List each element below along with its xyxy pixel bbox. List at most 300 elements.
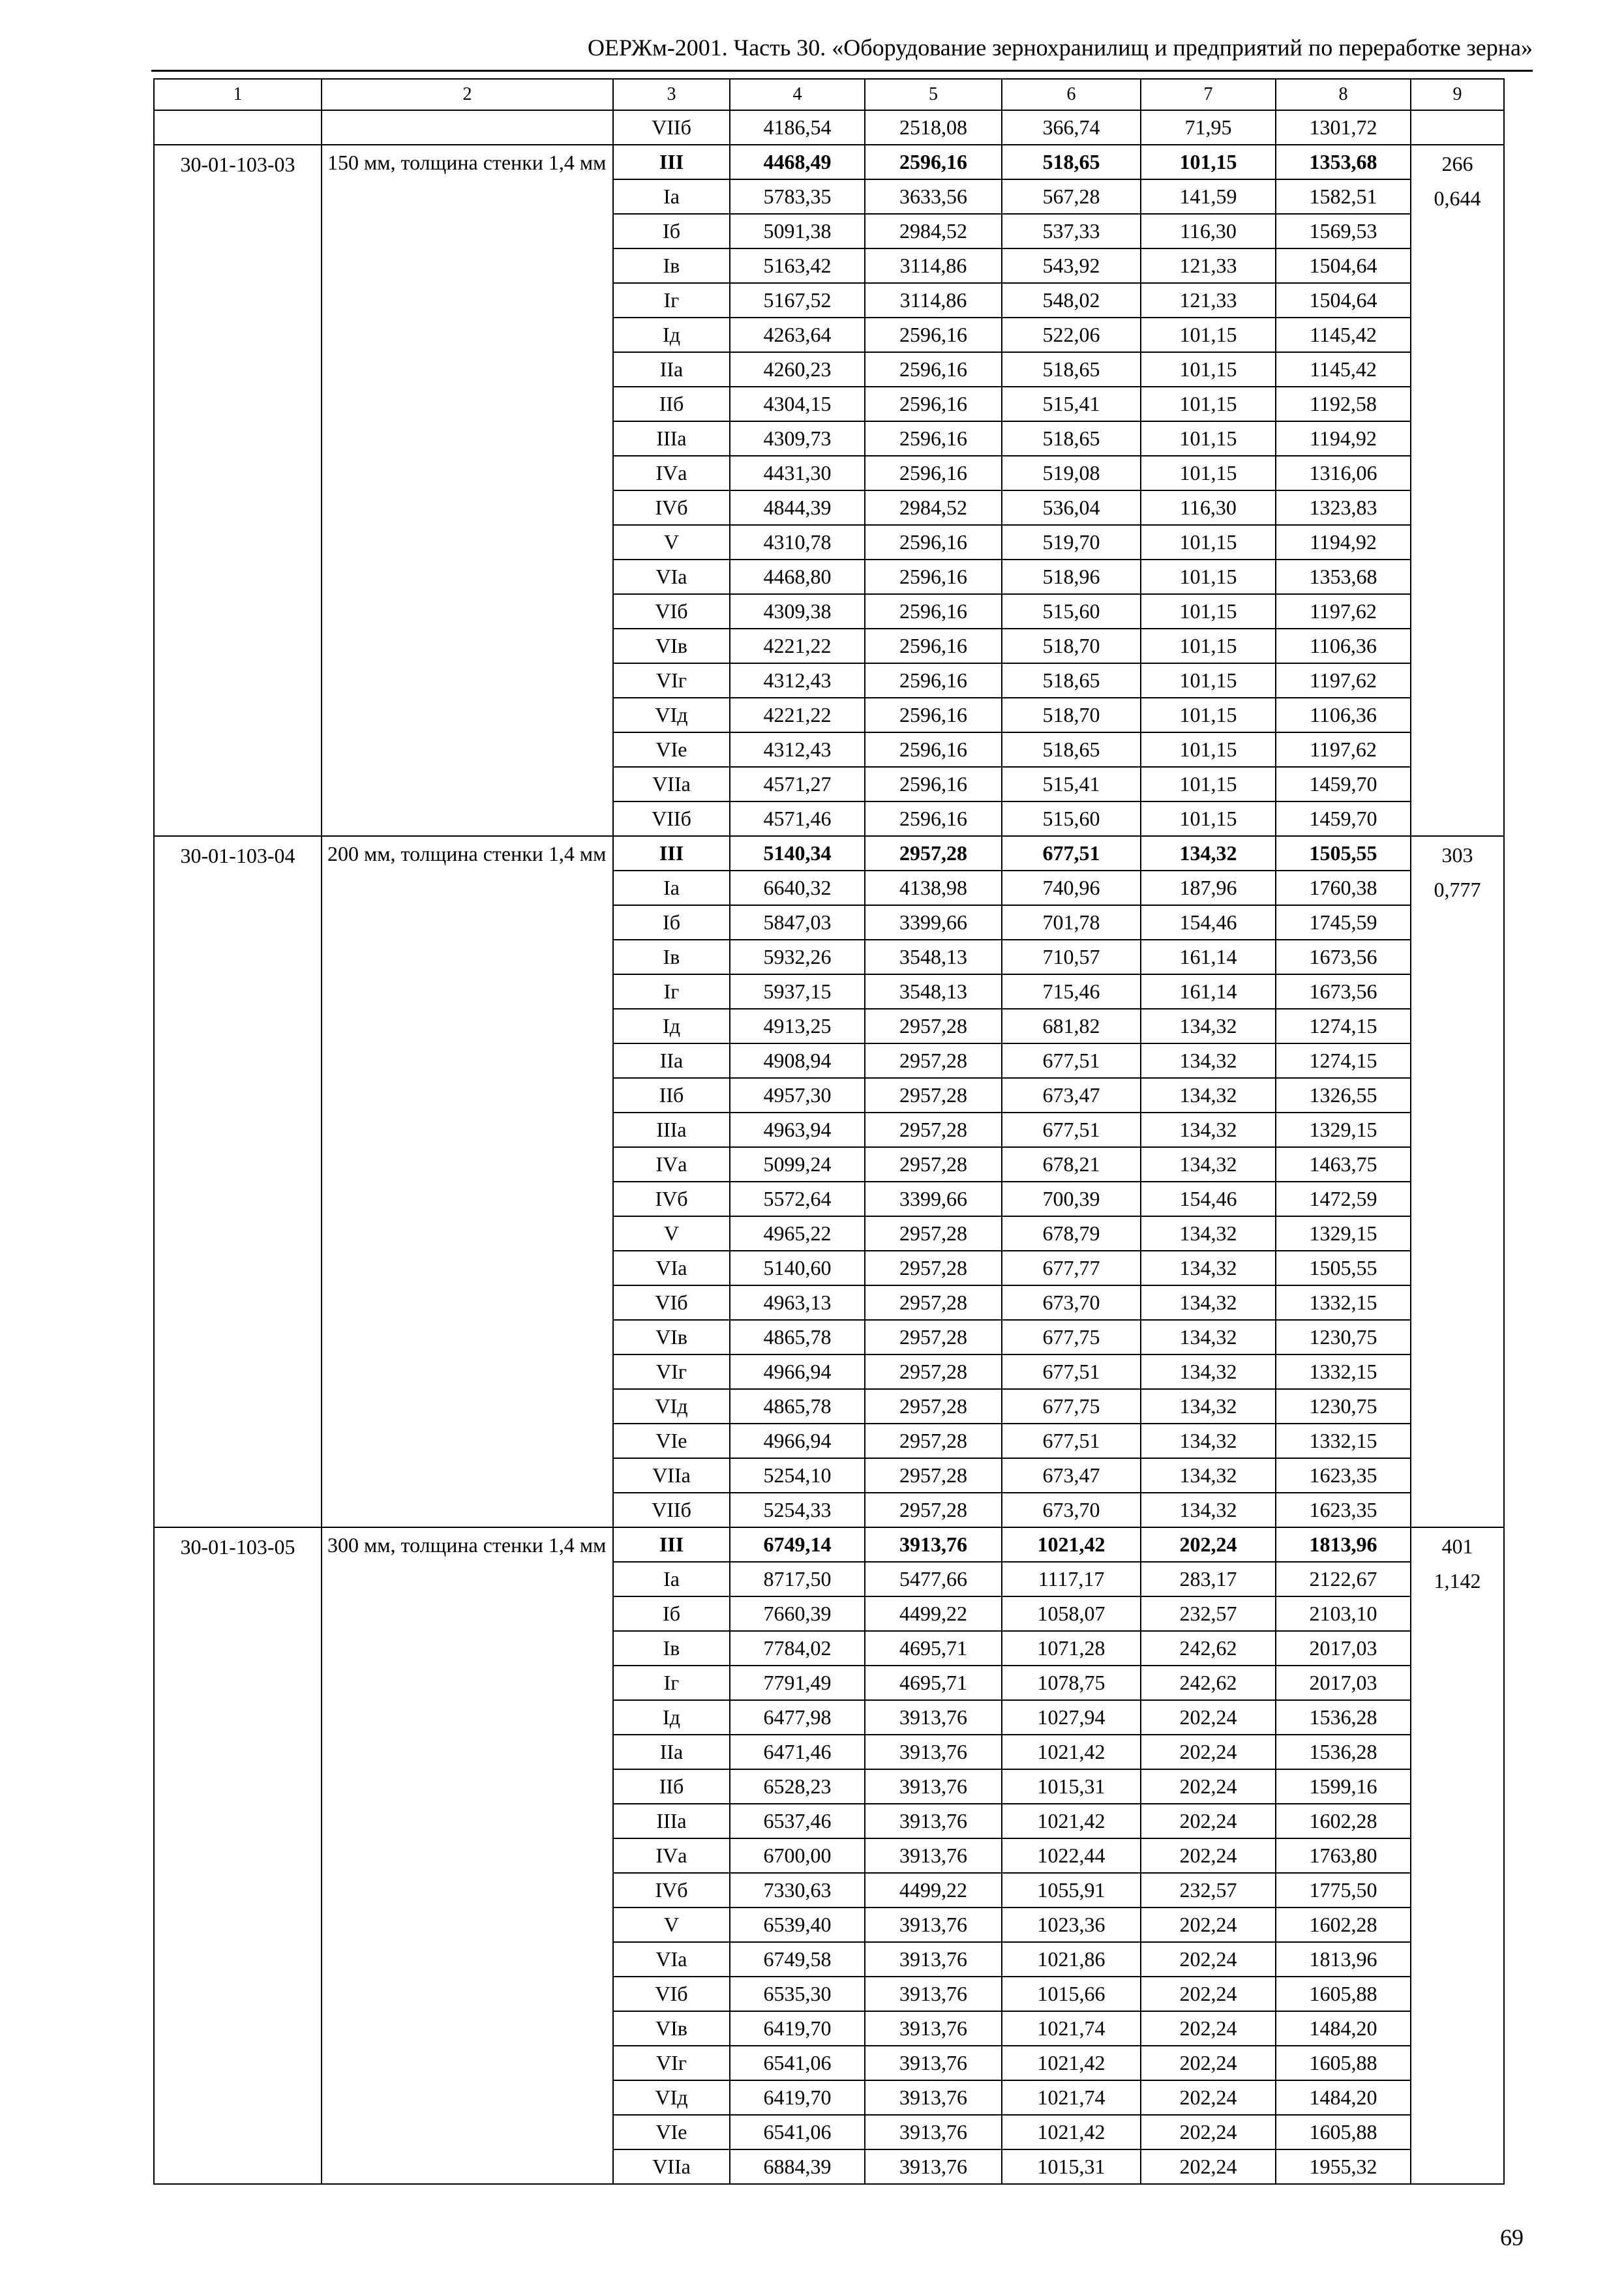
class-cell: IIб <box>613 387 730 421</box>
value-cell: 101,15 <box>1141 698 1276 732</box>
class-cell: VIб <box>613 594 730 629</box>
value-cell: 1274,15 <box>1276 1043 1411 1078</box>
value-cell: 1194,92 <box>1276 421 1411 456</box>
class-cell: IIIа <box>613 1113 730 1147</box>
col9-cell <box>1411 110 1504 145</box>
page-number: 69 <box>1500 2224 1524 2251</box>
value-cell: 4304,15 <box>730 387 865 421</box>
value-cell: 101,15 <box>1141 525 1276 560</box>
class-cell: Iб <box>613 214 730 248</box>
value-cell: 518,65 <box>1002 145 1141 179</box>
value-cell: 134,32 <box>1141 1285 1276 1320</box>
value-cell: 1192,58 <box>1276 387 1411 421</box>
value-cell: 1745,59 <box>1276 905 1411 940</box>
value-cell: 366,74 <box>1002 110 1141 145</box>
value-cell: 71,95 <box>1141 110 1276 145</box>
value-cell: 5937,15 <box>730 974 865 1009</box>
value-cell: 2596,16 <box>865 421 1002 456</box>
value-cell: 3399,66 <box>865 1182 1002 1216</box>
value-cell: 1021,42 <box>1002 1804 1141 1838</box>
value-cell: 7660,39 <box>730 1596 865 1631</box>
value-cell: 202,24 <box>1141 1908 1276 1942</box>
value-cell: 134,32 <box>1141 1424 1276 1458</box>
value-cell: 1015,66 <box>1002 1977 1141 2011</box>
value-cell: 101,15 <box>1141 456 1276 490</box>
value-cell: 518,70 <box>1002 629 1141 663</box>
value-cell: 3913,76 <box>865 2115 1002 2149</box>
value-cell: 3913,76 <box>865 1527 1002 1562</box>
value-cell: 5167,52 <box>730 283 865 318</box>
value-cell: 121,33 <box>1141 248 1276 283</box>
value-cell: 202,24 <box>1141 1700 1276 1735</box>
value-cell: 1106,36 <box>1276 629 1411 663</box>
class-cell: VIIа <box>613 2149 730 2184</box>
value-cell: 681,82 <box>1002 1009 1141 1043</box>
value-cell: 2596,16 <box>865 801 1002 836</box>
value-cell: 1484,20 <box>1276 2011 1411 2046</box>
value-cell: 202,24 <box>1141 2080 1276 2115</box>
value-cell: 2596,16 <box>865 352 1002 387</box>
class-cell: Iв <box>613 248 730 283</box>
value-cell: 3913,76 <box>865 1838 1002 1873</box>
value-cell: 1332,15 <box>1276 1285 1411 1320</box>
value-cell: 202,24 <box>1141 1527 1276 1562</box>
value-cell: 515,41 <box>1002 387 1141 421</box>
value-cell: 518,65 <box>1002 732 1141 767</box>
value-cell: 101,15 <box>1141 732 1276 767</box>
name-cell: 200 мм, толщина стенки 1,4 мм <box>322 836 613 1527</box>
value-cell: 1301,72 <box>1276 110 1411 145</box>
value-cell: 4913,25 <box>730 1009 865 1043</box>
value-cell: 5783,35 <box>730 179 865 214</box>
class-cell: VIг <box>613 2046 730 2080</box>
value-cell: 134,32 <box>1141 1113 1276 1147</box>
value-cell: 4263,64 <box>730 318 865 352</box>
class-cell: Iд <box>613 1009 730 1043</box>
code-cell: 30-01-103-03 <box>154 145 322 836</box>
value-cell: 4310,78 <box>730 525 865 560</box>
value-cell: 6528,23 <box>730 1769 865 1804</box>
value-cell: 6700,00 <box>730 1838 865 1873</box>
value-cell: 2596,16 <box>865 560 1002 594</box>
value-cell: 1021,42 <box>1002 2046 1141 2080</box>
class-cell: IIб <box>613 1078 730 1113</box>
value-cell: 1197,62 <box>1276 732 1411 767</box>
value-cell: 1022,44 <box>1002 1838 1141 1873</box>
value-cell: 515,60 <box>1002 594 1141 629</box>
value-cell: 1145,42 <box>1276 318 1411 352</box>
value-cell: 202,24 <box>1141 1735 1276 1769</box>
value-cell: 2957,28 <box>865 1216 1002 1251</box>
value-cell: 2957,28 <box>865 1009 1002 1043</box>
value-cell: 1605,88 <box>1276 2046 1411 2080</box>
value-cell: 8717,50 <box>730 1562 865 1596</box>
page-header: ОЕРЖм-2001. Часть 30. «Оборудование зернохранилищ и предприятий по переработке зерна» <box>588 35 1533 61</box>
value-cell: 1955,32 <box>1276 2149 1411 2184</box>
value-cell: 1230,75 <box>1276 1320 1411 1354</box>
value-cell: 677,51 <box>1002 836 1141 871</box>
value-cell: 4468,49 <box>730 145 865 179</box>
column-number: 4 <box>730 79 865 110</box>
class-cell: Iг <box>613 283 730 318</box>
value-cell: 1021,42 <box>1002 2115 1141 2149</box>
value-cell: 1582,51 <box>1276 179 1411 214</box>
value-cell: 1117,17 <box>1002 1562 1141 1596</box>
value-cell: 5091,38 <box>730 214 865 248</box>
class-cell: VIIа <box>613 1458 730 1493</box>
value-cell: 3633,56 <box>865 179 1002 214</box>
class-cell: Iв <box>613 940 730 974</box>
value-cell: 5140,60 <box>730 1251 865 1285</box>
value-cell: 1673,56 <box>1276 940 1411 974</box>
value-cell: 2596,16 <box>865 387 1002 421</box>
value-cell: 6477,98 <box>730 1700 865 1735</box>
column-number: 9 <box>1411 79 1504 110</box>
value-cell: 715,46 <box>1002 974 1141 1009</box>
value-cell: 6749,58 <box>730 1942 865 1977</box>
value-cell: 1605,88 <box>1276 1977 1411 2011</box>
value-cell: 6749,14 <box>730 1527 865 1562</box>
value-cell: 6539,40 <box>730 1908 865 1942</box>
value-cell: 1145,42 <box>1276 352 1411 387</box>
value-cell: 1760,38 <box>1276 871 1411 905</box>
value-cell: 677,51 <box>1002 1043 1141 1078</box>
value-cell: 740,96 <box>1002 871 1141 905</box>
value-cell: 2122,67 <box>1276 1562 1411 1596</box>
value-cell: 1021,74 <box>1002 2080 1141 2115</box>
code-cell: 30-01-103-04 <box>154 836 322 1527</box>
value-cell: 2596,16 <box>865 594 1002 629</box>
value-cell: 537,33 <box>1002 214 1141 248</box>
class-cell: VIв <box>613 629 730 663</box>
value-cell: 1484,20 <box>1276 2080 1411 2115</box>
value-cell: 2017,03 <box>1276 1631 1411 1666</box>
value-cell: 101,15 <box>1141 421 1276 456</box>
value-cell: 4865,78 <box>730 1320 865 1354</box>
value-cell: 161,14 <box>1141 940 1276 974</box>
class-cell: VIIб <box>613 1493 730 1527</box>
value-cell: 677,75 <box>1002 1389 1141 1424</box>
class-cell: VIд <box>613 1389 730 1424</box>
class-cell: IIIа <box>613 421 730 456</box>
value-cell: 7784,02 <box>730 1631 865 1666</box>
value-cell: 536,04 <box>1002 490 1141 525</box>
col9-cell: 303 0,777 <box>1411 836 1504 1527</box>
value-cell: 1813,96 <box>1276 1942 1411 1977</box>
value-cell: 2957,28 <box>865 1389 1002 1424</box>
value-cell: 5254,33 <box>730 1493 865 1527</box>
value-cell: 2957,28 <box>865 1043 1002 1078</box>
class-cell: VIд <box>613 698 730 732</box>
class-cell: VIа <box>613 1251 730 1285</box>
value-cell: 134,32 <box>1141 1078 1276 1113</box>
value-cell: 101,15 <box>1141 352 1276 387</box>
value-cell: 1463,75 <box>1276 1147 1411 1182</box>
column-number: 7 <box>1141 79 1276 110</box>
value-cell: 2596,16 <box>865 456 1002 490</box>
value-cell: 1623,35 <box>1276 1493 1411 1527</box>
value-cell: 232,57 <box>1141 1873 1276 1908</box>
class-cell: Iв <box>613 1631 730 1666</box>
table-row <box>154 110 1504 145</box>
value-cell: 2957,28 <box>865 1320 1002 1354</box>
class-cell: IIа <box>613 1735 730 1769</box>
value-cell: 677,51 <box>1002 1113 1141 1147</box>
value-cell: 101,15 <box>1141 629 1276 663</box>
value-cell: 134,32 <box>1141 1389 1276 1424</box>
value-cell: 673,70 <box>1002 1493 1141 1527</box>
value-cell: 1316,06 <box>1276 456 1411 490</box>
value-cell: 1197,62 <box>1276 663 1411 698</box>
value-cell: 518,65 <box>1002 352 1141 387</box>
class-cell: V <box>613 1216 730 1251</box>
value-cell: 101,15 <box>1141 145 1276 179</box>
table-row <box>154 836 1504 871</box>
column-number: 5 <box>865 79 1002 110</box>
column-number: 8 <box>1276 79 1411 110</box>
value-cell: 1021,42 <box>1002 1527 1141 1562</box>
value-cell: 519,70 <box>1002 525 1141 560</box>
value-cell: 1058,07 <box>1002 1596 1141 1631</box>
value-cell: 1329,15 <box>1276 1216 1411 1251</box>
value-cell: 5572,64 <box>730 1182 865 1216</box>
class-cell: IVб <box>613 490 730 525</box>
value-cell: 134,32 <box>1141 1009 1276 1043</box>
value-cell: 242,62 <box>1141 1631 1276 1666</box>
value-cell: 1332,15 <box>1276 1424 1411 1458</box>
value-cell: 5477,66 <box>865 1562 1002 1596</box>
value-cell: 202,24 <box>1141 1942 1276 1977</box>
header-rule <box>151 70 1533 72</box>
value-cell: 134,32 <box>1141 1354 1276 1389</box>
value-cell: 1353,68 <box>1276 560 1411 594</box>
value-cell: 1602,28 <box>1276 1804 1411 1838</box>
value-cell: 6537,46 <box>730 1804 865 1838</box>
table-row <box>154 1527 1504 1562</box>
value-cell: 2596,16 <box>865 732 1002 767</box>
value-cell: 4468,80 <box>730 560 865 594</box>
value-cell: 677,77 <box>1002 1251 1141 1285</box>
class-cell: VIв <box>613 2011 730 2046</box>
class-cell: VIг <box>613 663 730 698</box>
value-cell: 6535,30 <box>730 1977 865 2011</box>
value-cell: 5163,42 <box>730 248 865 283</box>
value-cell: 202,24 <box>1141 2149 1276 2184</box>
value-cell: 700,39 <box>1002 1182 1141 1216</box>
value-cell: 2596,16 <box>865 663 1002 698</box>
value-cell: 1323,83 <box>1276 490 1411 525</box>
class-cell: VIд <box>613 2080 730 2115</box>
value-cell: 2103,10 <box>1276 1596 1411 1631</box>
value-cell: 1459,70 <box>1276 801 1411 836</box>
value-cell: 6419,70 <box>730 2011 865 2046</box>
table-row <box>154 145 1504 179</box>
value-cell: 4312,43 <box>730 663 865 698</box>
value-cell: 3548,13 <box>865 974 1002 1009</box>
class-cell: VIв <box>613 1320 730 1354</box>
class-cell: Iа <box>613 1562 730 1596</box>
value-cell: 1763,80 <box>1276 1838 1411 1873</box>
value-cell: 5140,34 <box>730 836 865 871</box>
value-cell: 202,24 <box>1141 2046 1276 2080</box>
value-cell: 518,65 <box>1002 421 1141 456</box>
value-cell: 4963,94 <box>730 1113 865 1147</box>
value-cell: 2596,16 <box>865 145 1002 179</box>
value-cell: 134,32 <box>1141 836 1276 871</box>
value-cell: 4260,23 <box>730 352 865 387</box>
value-cell: 2957,28 <box>865 1147 1002 1182</box>
class-cell: V <box>613 1908 730 1942</box>
class-cell: V <box>613 525 730 560</box>
value-cell: 134,32 <box>1141 1043 1276 1078</box>
value-cell: 519,08 <box>1002 456 1141 490</box>
value-cell: 2957,28 <box>865 1113 1002 1147</box>
value-cell: 2984,52 <box>865 214 1002 248</box>
class-cell: VIе <box>613 2115 730 2149</box>
value-cell: 522,06 <box>1002 318 1141 352</box>
class-cell: IIIа <box>613 1804 730 1838</box>
value-cell: 154,46 <box>1141 905 1276 940</box>
value-cell: 3913,76 <box>865 2149 1002 2184</box>
class-cell: Iд <box>613 318 730 352</box>
class-cell: VIа <box>613 1942 730 1977</box>
value-cell: 710,57 <box>1002 940 1141 974</box>
value-cell: 242,62 <box>1141 1666 1276 1700</box>
value-cell: 677,51 <box>1002 1424 1141 1458</box>
value-cell: 4571,46 <box>730 801 865 836</box>
value-cell: 1021,74 <box>1002 2011 1141 2046</box>
value-cell: 5932,26 <box>730 940 865 974</box>
value-cell: 1021,86 <box>1002 1942 1141 1977</box>
value-cell: 2596,16 <box>865 525 1002 560</box>
class-cell: IIб <box>613 1769 730 1804</box>
value-cell: 283,17 <box>1141 1562 1276 1596</box>
value-cell: 2957,28 <box>865 1354 1002 1389</box>
value-cell: VIIб <box>613 110 730 145</box>
table-body <box>154 79 1504 2184</box>
value-cell: 677,75 <box>1002 1320 1141 1354</box>
value-cell: 116,30 <box>1141 490 1276 525</box>
value-cell: 154,46 <box>1141 1182 1276 1216</box>
value-cell: 677,51 <box>1002 1354 1141 1389</box>
value-cell: 141,59 <box>1141 179 1276 214</box>
value-cell: 4221,22 <box>730 629 865 663</box>
value-cell: 4499,22 <box>865 1873 1002 1908</box>
value-cell: 518,70 <box>1002 698 1141 732</box>
value-cell: 187,96 <box>1141 871 1276 905</box>
value-cell: 2957,28 <box>865 1458 1002 1493</box>
value-cell: 1015,31 <box>1002 2149 1141 2184</box>
class-cell: III <box>613 836 730 871</box>
value-cell: 1504,64 <box>1276 283 1411 318</box>
value-cell: 1353,68 <box>1276 145 1411 179</box>
value-cell: 1197,62 <box>1276 594 1411 629</box>
value-cell: 1505,55 <box>1276 836 1411 871</box>
value-cell: 2017,03 <box>1276 1666 1411 1700</box>
value-cell: 1673,56 <box>1276 974 1411 1009</box>
class-cell: IVа <box>613 1147 730 1182</box>
value-cell: 4957,30 <box>730 1078 865 1113</box>
value-cell: 2596,16 <box>865 318 1002 352</box>
value-cell: 1813,96 <box>1276 1527 1411 1562</box>
value-cell: 3913,76 <box>865 1769 1002 1804</box>
value-cell: 101,15 <box>1141 560 1276 594</box>
value-cell: 101,15 <box>1141 801 1276 836</box>
value-cell: 673,47 <box>1002 1078 1141 1113</box>
value-cell: 1230,75 <box>1276 1389 1411 1424</box>
value-cell: 3913,76 <box>865 2011 1002 2046</box>
class-cell: VIб <box>613 1285 730 1320</box>
value-cell: 202,24 <box>1141 1769 1276 1804</box>
value-cell: 3913,76 <box>865 1977 1002 2011</box>
value-cell: 5254,10 <box>730 1458 865 1493</box>
column-number: 1 <box>154 79 322 110</box>
class-cell: IIа <box>613 352 730 387</box>
value-cell: 4499,22 <box>865 1596 1002 1631</box>
value-cell: 4138,98 <box>865 871 1002 905</box>
value-cell: 1078,75 <box>1002 1666 1141 1700</box>
value-cell: 134,32 <box>1141 1147 1276 1182</box>
value-cell: 2596,16 <box>865 698 1002 732</box>
value-cell: 3913,76 <box>865 1735 1002 1769</box>
class-cell: Iб <box>613 905 730 940</box>
col9-cell: 266 0,644 <box>1411 145 1504 836</box>
value-cell: 4221,22 <box>730 698 865 732</box>
value-cell: 4695,71 <box>865 1666 1002 1700</box>
value-cell: 2596,16 <box>865 767 1002 801</box>
value-cell: 3913,76 <box>865 1908 1002 1942</box>
value-cell: 202,24 <box>1141 2011 1276 2046</box>
class-cell: Iд <box>613 1700 730 1735</box>
value-cell: 4963,13 <box>730 1285 865 1320</box>
value-cell: 3913,76 <box>865 1804 1002 1838</box>
value-cell: 4865,78 <box>730 1389 865 1424</box>
value-cell: 2957,28 <box>865 1285 1002 1320</box>
value-cell: 4966,94 <box>730 1354 865 1389</box>
value-cell: 1274,15 <box>1276 1009 1411 1043</box>
value-cell: 518,65 <box>1002 663 1141 698</box>
value-cell: 1599,16 <box>1276 1769 1411 1804</box>
class-cell: III <box>613 145 730 179</box>
value-cell: 1605,88 <box>1276 2115 1411 2149</box>
class-cell: IVб <box>613 1182 730 1216</box>
value-cell: 101,15 <box>1141 594 1276 629</box>
value-cell: 2957,28 <box>865 1493 1002 1527</box>
value-cell: 1326,55 <box>1276 1078 1411 1113</box>
value-cell: 6884,39 <box>730 2149 865 2184</box>
class-cell: IVа <box>613 456 730 490</box>
value-cell: 2518,08 <box>865 110 1002 145</box>
value-cell: 7791,49 <box>730 1666 865 1700</box>
value-cell: 2957,28 <box>865 836 1002 871</box>
value-cell: 6640,32 <box>730 871 865 905</box>
value-cell: 3548,13 <box>865 940 1002 974</box>
value-cell: 6419,70 <box>730 2080 865 2115</box>
class-cell: III <box>613 1527 730 1562</box>
value-cell: 101,15 <box>1141 767 1276 801</box>
value-cell: 232,57 <box>1141 1596 1276 1631</box>
value-cell: 1329,15 <box>1276 1113 1411 1147</box>
class-cell: IVа <box>613 1838 730 1873</box>
value-cell: 567,28 <box>1002 179 1141 214</box>
value-cell: 1472,59 <box>1276 1182 1411 1216</box>
value-cell: 3913,76 <box>865 1700 1002 1735</box>
value-cell: 134,32 <box>1141 1493 1276 1527</box>
col9-cell: 401 1,142 <box>1411 1527 1504 2184</box>
code-cell <box>154 110 322 145</box>
value-cell: 2957,28 <box>865 1078 1002 1113</box>
value-cell: 134,32 <box>1141 1251 1276 1285</box>
